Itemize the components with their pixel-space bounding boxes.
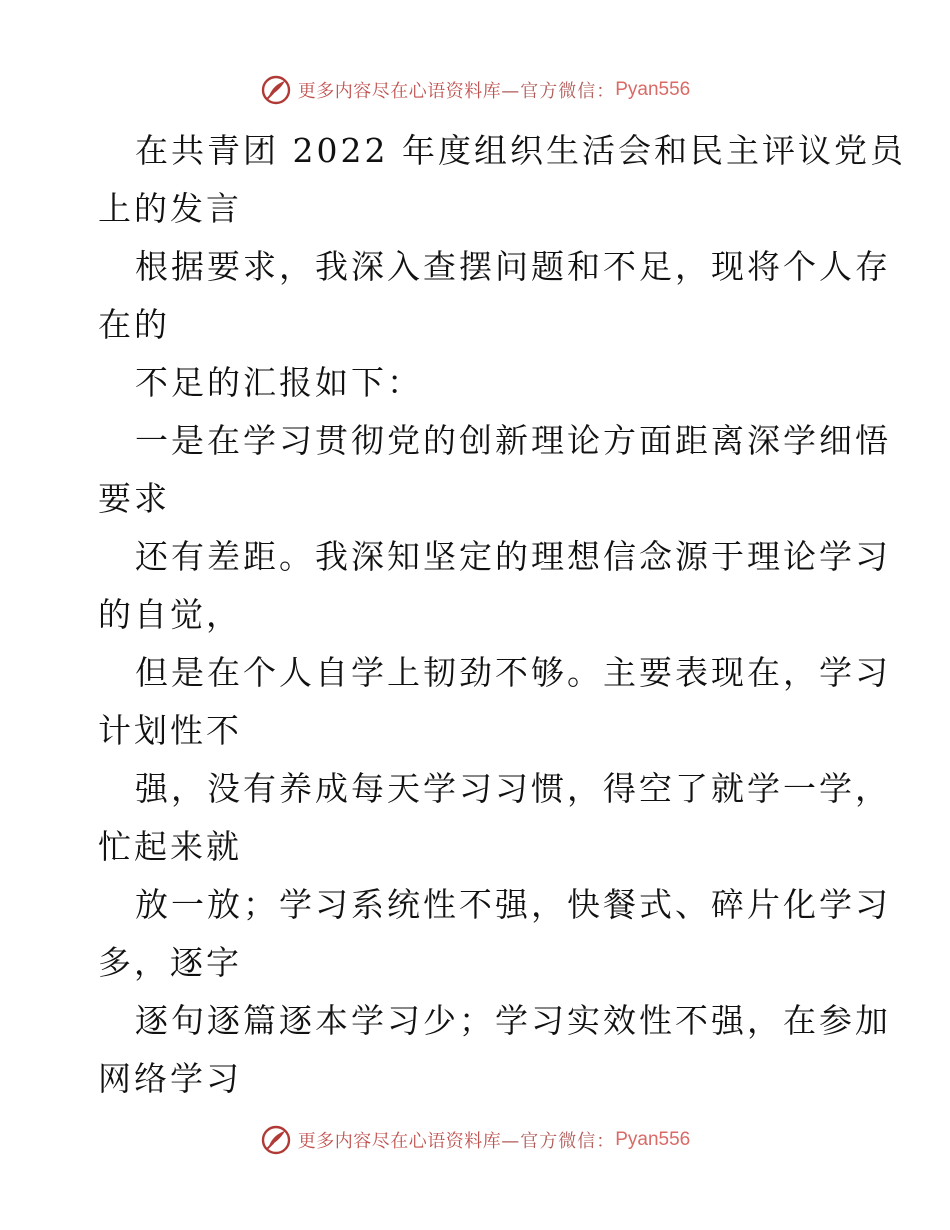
text-line: 在的 [98, 305, 170, 344]
text-line: 多，逐字 [98, 943, 242, 982]
text-line: 放一放；学习系统性不强，快餐式、碎片化学习 [135, 885, 891, 924]
text-line: 网络学习 [98, 1059, 242, 1098]
text-line: 的自觉， [98, 595, 242, 634]
banner-separator-text: —官方微信： [501, 81, 616, 102]
banner-separator-text: —官方微信： [501, 1131, 616, 1152]
text-line: 但是在个人自学上韧劲不够。主要表现在，学习 [135, 653, 891, 692]
text-line: 要求 [98, 479, 170, 518]
banner-wechat-handle: Pyan556 [615, 1129, 691, 1150]
document-body [98, 122, 906, 1108]
text-line: 忙起来就 [98, 827, 242, 866]
text-line: 一是在学习贯彻党的创新理论方面距离深学细悟 [135, 421, 891, 460]
text-line: 不足的汇报如下： [135, 363, 423, 402]
text-line: 逐句逐篇逐本学习少；学习实效性不强，在参加 [135, 1001, 891, 1040]
quill-logo-icon [260, 1124, 292, 1156]
text-line: 在共青团 2022 年度组织生活会和民主评议党员 [135, 131, 906, 170]
banner-brand-text: 更多内容尽在心语资料库 [297, 1131, 502, 1152]
text-line: 强，没有养成每天学习习惯，得空了就学一学， [135, 769, 891, 808]
text-line: 上的发言 [98, 189, 242, 228]
banner-brand-text: 更多内容尽在心语资料库 [297, 81, 502, 102]
text-line: 根据要求，我深入查摆问题和不足，现将个人存 [135, 247, 891, 286]
text-line: 还有差距。我深知坚定的理想信念源于理论学习 [135, 537, 891, 576]
text-line: 计划性不 [98, 711, 242, 750]
quill-logo-icon [260, 74, 292, 106]
footer-banner [0, 1122, 950, 1158]
banner-wechat-handle: Pyan556 [615, 79, 691, 100]
header-banner [0, 72, 950, 108]
